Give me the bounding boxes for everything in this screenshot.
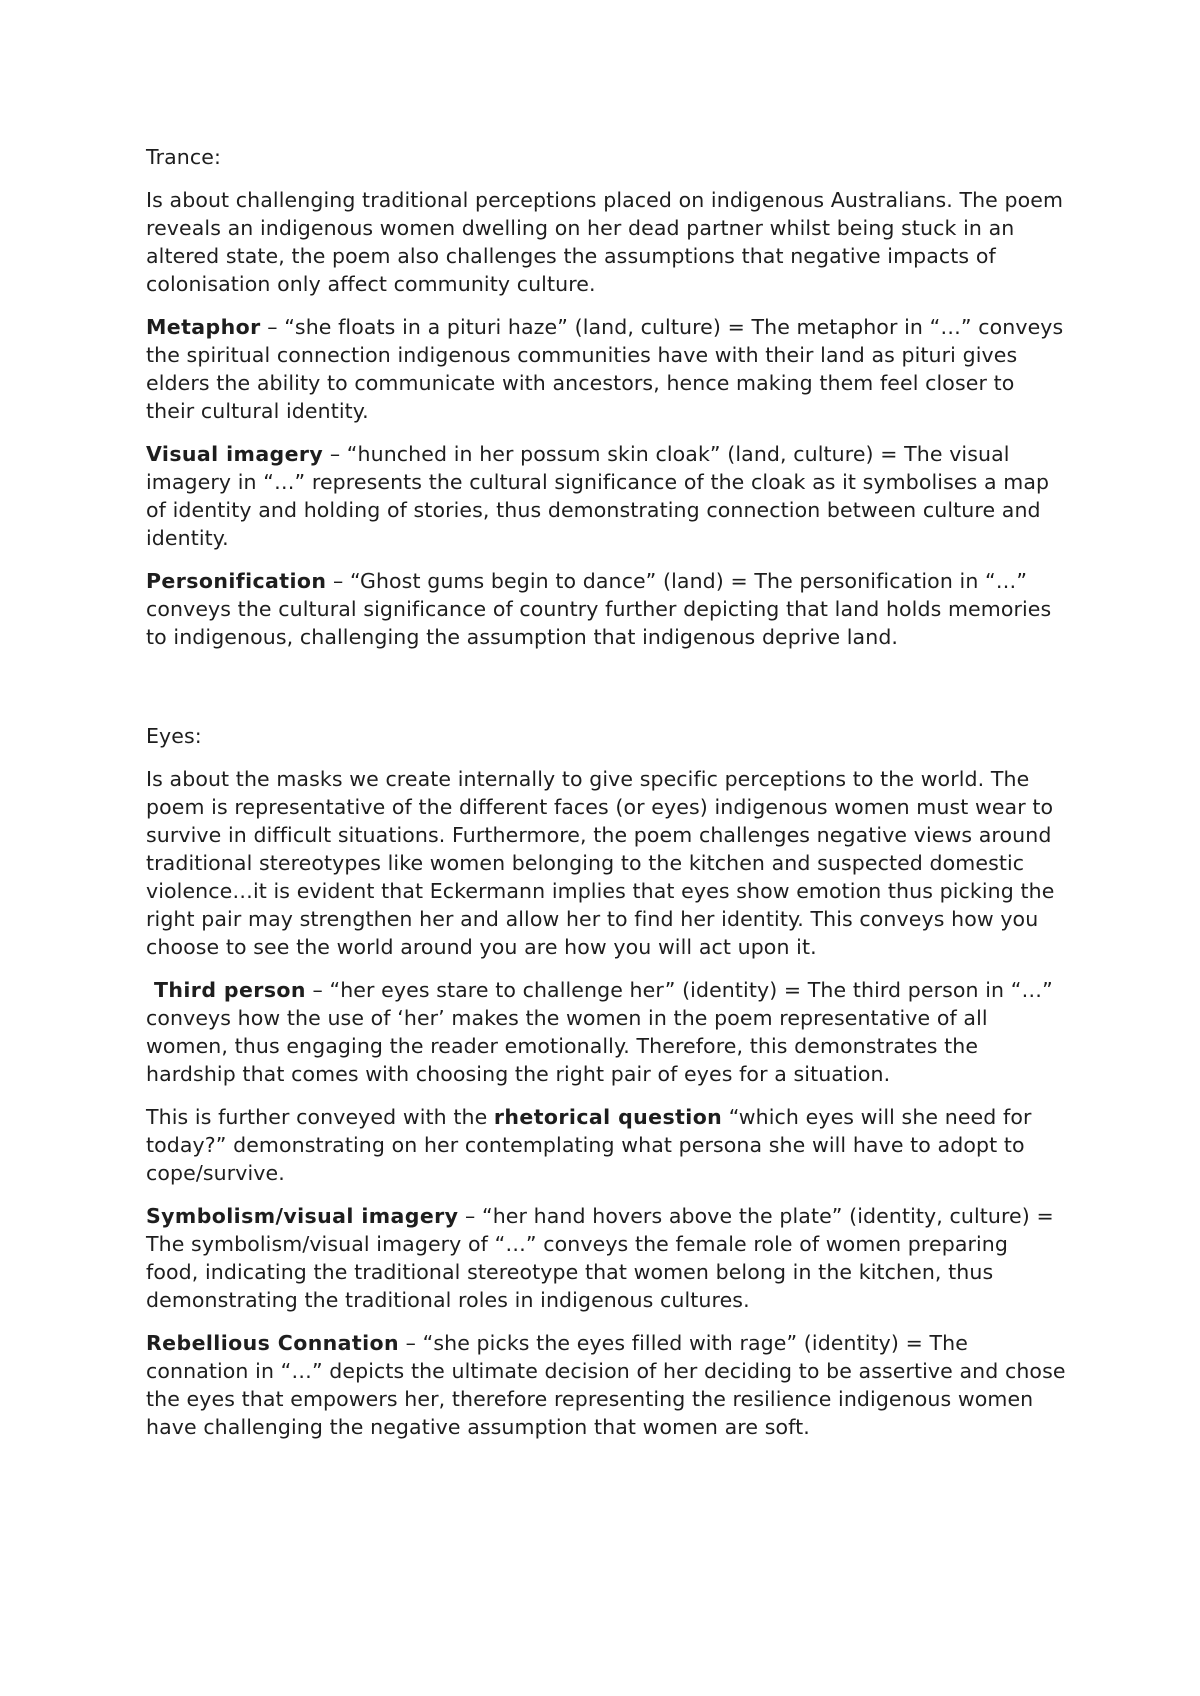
eyes-third-person-paragraph [146,976,1066,1088]
third-person-term: Third person [154,978,306,1002]
trance-visual-imagery-paragraph [146,440,1066,552]
metaphor-term: Metaphor [146,315,261,339]
symbolism-text: – “her hand hovers above the plate” (identity, culture) = The symbolism/visual imagery of “…” conveys the female role of women preparing food, indicating the traditional stereotype that women belong in the kitchen, thus demonstrating the traditional roles in indigenous cultures. [146,1204,1054,1312]
visual-imagery-term: Visual imagery [146,442,324,466]
eyes-heading: Eyes: [146,724,202,748]
metaphor-text: – “she floats in a pituri haze” (land, culture) = The metaphor in “…” conveys the spiritual connection indigenous communities have with their land as pituri gives elders the ability to communicate with ancestors, hence making them feel closer to their cultural identity. [146,315,1064,423]
trance-personification-paragraph [146,567,1066,651]
personification-text: – “Ghost gums begin to dance” (land) = The personification in “…” conveys the cultural significance of country further depicting that land holds memories to indigenous, challenging the assumption that indigenous deprive land. [146,569,1052,649]
trance-heading: Trance: [146,145,221,169]
personification-term: Personification [146,569,327,593]
section-spacer [146,666,1066,722]
symbolism-term: Symbolism/visual imagery [146,1204,459,1228]
rhetorical-question-term: rhetorical question [493,1105,723,1129]
document-body [146,143,1066,1456]
trance-metaphor-paragraph [146,313,1066,425]
visual-imagery-text: – “hunched in her possum skin cloak” (land, culture) = The visual imagery in “…” represents the cultural significance of the cloak as it symbolises a map of identity and holding of stories, thus demonstrating connection between culture and identity. [146,442,1050,550]
trance-intro: Is about challenging traditional perceptions placed on indigenous Australians. The poem reveals an indigenous women dwelling on her dead partner whilst being stuck in an altered state, the poem also challenges the assumptions that negative impacts of colonisation only affect community culture. [146,188,1064,296]
eyes-connation-paragraph [146,1329,1066,1441]
eyes-rhetorical-paragraph [146,1103,1066,1187]
connation-term: Rebellious Connation [146,1331,400,1355]
connation-text: – “she picks the eyes filled with rage” (identity) = The connation in “…” depicts the ultimate decision of her deciding to be assertive and chose the eyes that empowers her, therefore representing the resilience indigenous women have challenging the negative assumption that women are soft. [146,1331,1066,1439]
rhetorical-before: This is further conveyed with the [146,1105,494,1129]
third-person-text: – “her eyes stare to challenge her” (identity) = The third person in “…” conveys how the use of ‘her’ makes the women in the poem representative of all women, thus engaging the reader emotionally. Therefore, this demonstrates the hardship that comes with choosing the right pair of eyes for a situation. [146,978,1053,1086]
eyes-intro: Is about the masks we create internally to give specific perceptions to the world. The poem is representative of the different faces (or eyes) indigenous women must wear to survive in difficult situations. Furthermore, the poem challenges negative views around traditional stereotypes like women belonging to the kitchen and suspected domestic violence…it is evident that Eckermann implies that eyes show emotion thus picking the right pair may strengthen her and allow her to find her identity. This conveys how you choose to see the world around you are how you will act upon it. [146,767,1055,959]
eyes-symbolism-paragraph [146,1202,1066,1314]
rhetorical-after: “which eyes will she need for today?” demonstrating on her contemplating what persona she will have to adopt to cope/survive. [146,1105,1032,1185]
